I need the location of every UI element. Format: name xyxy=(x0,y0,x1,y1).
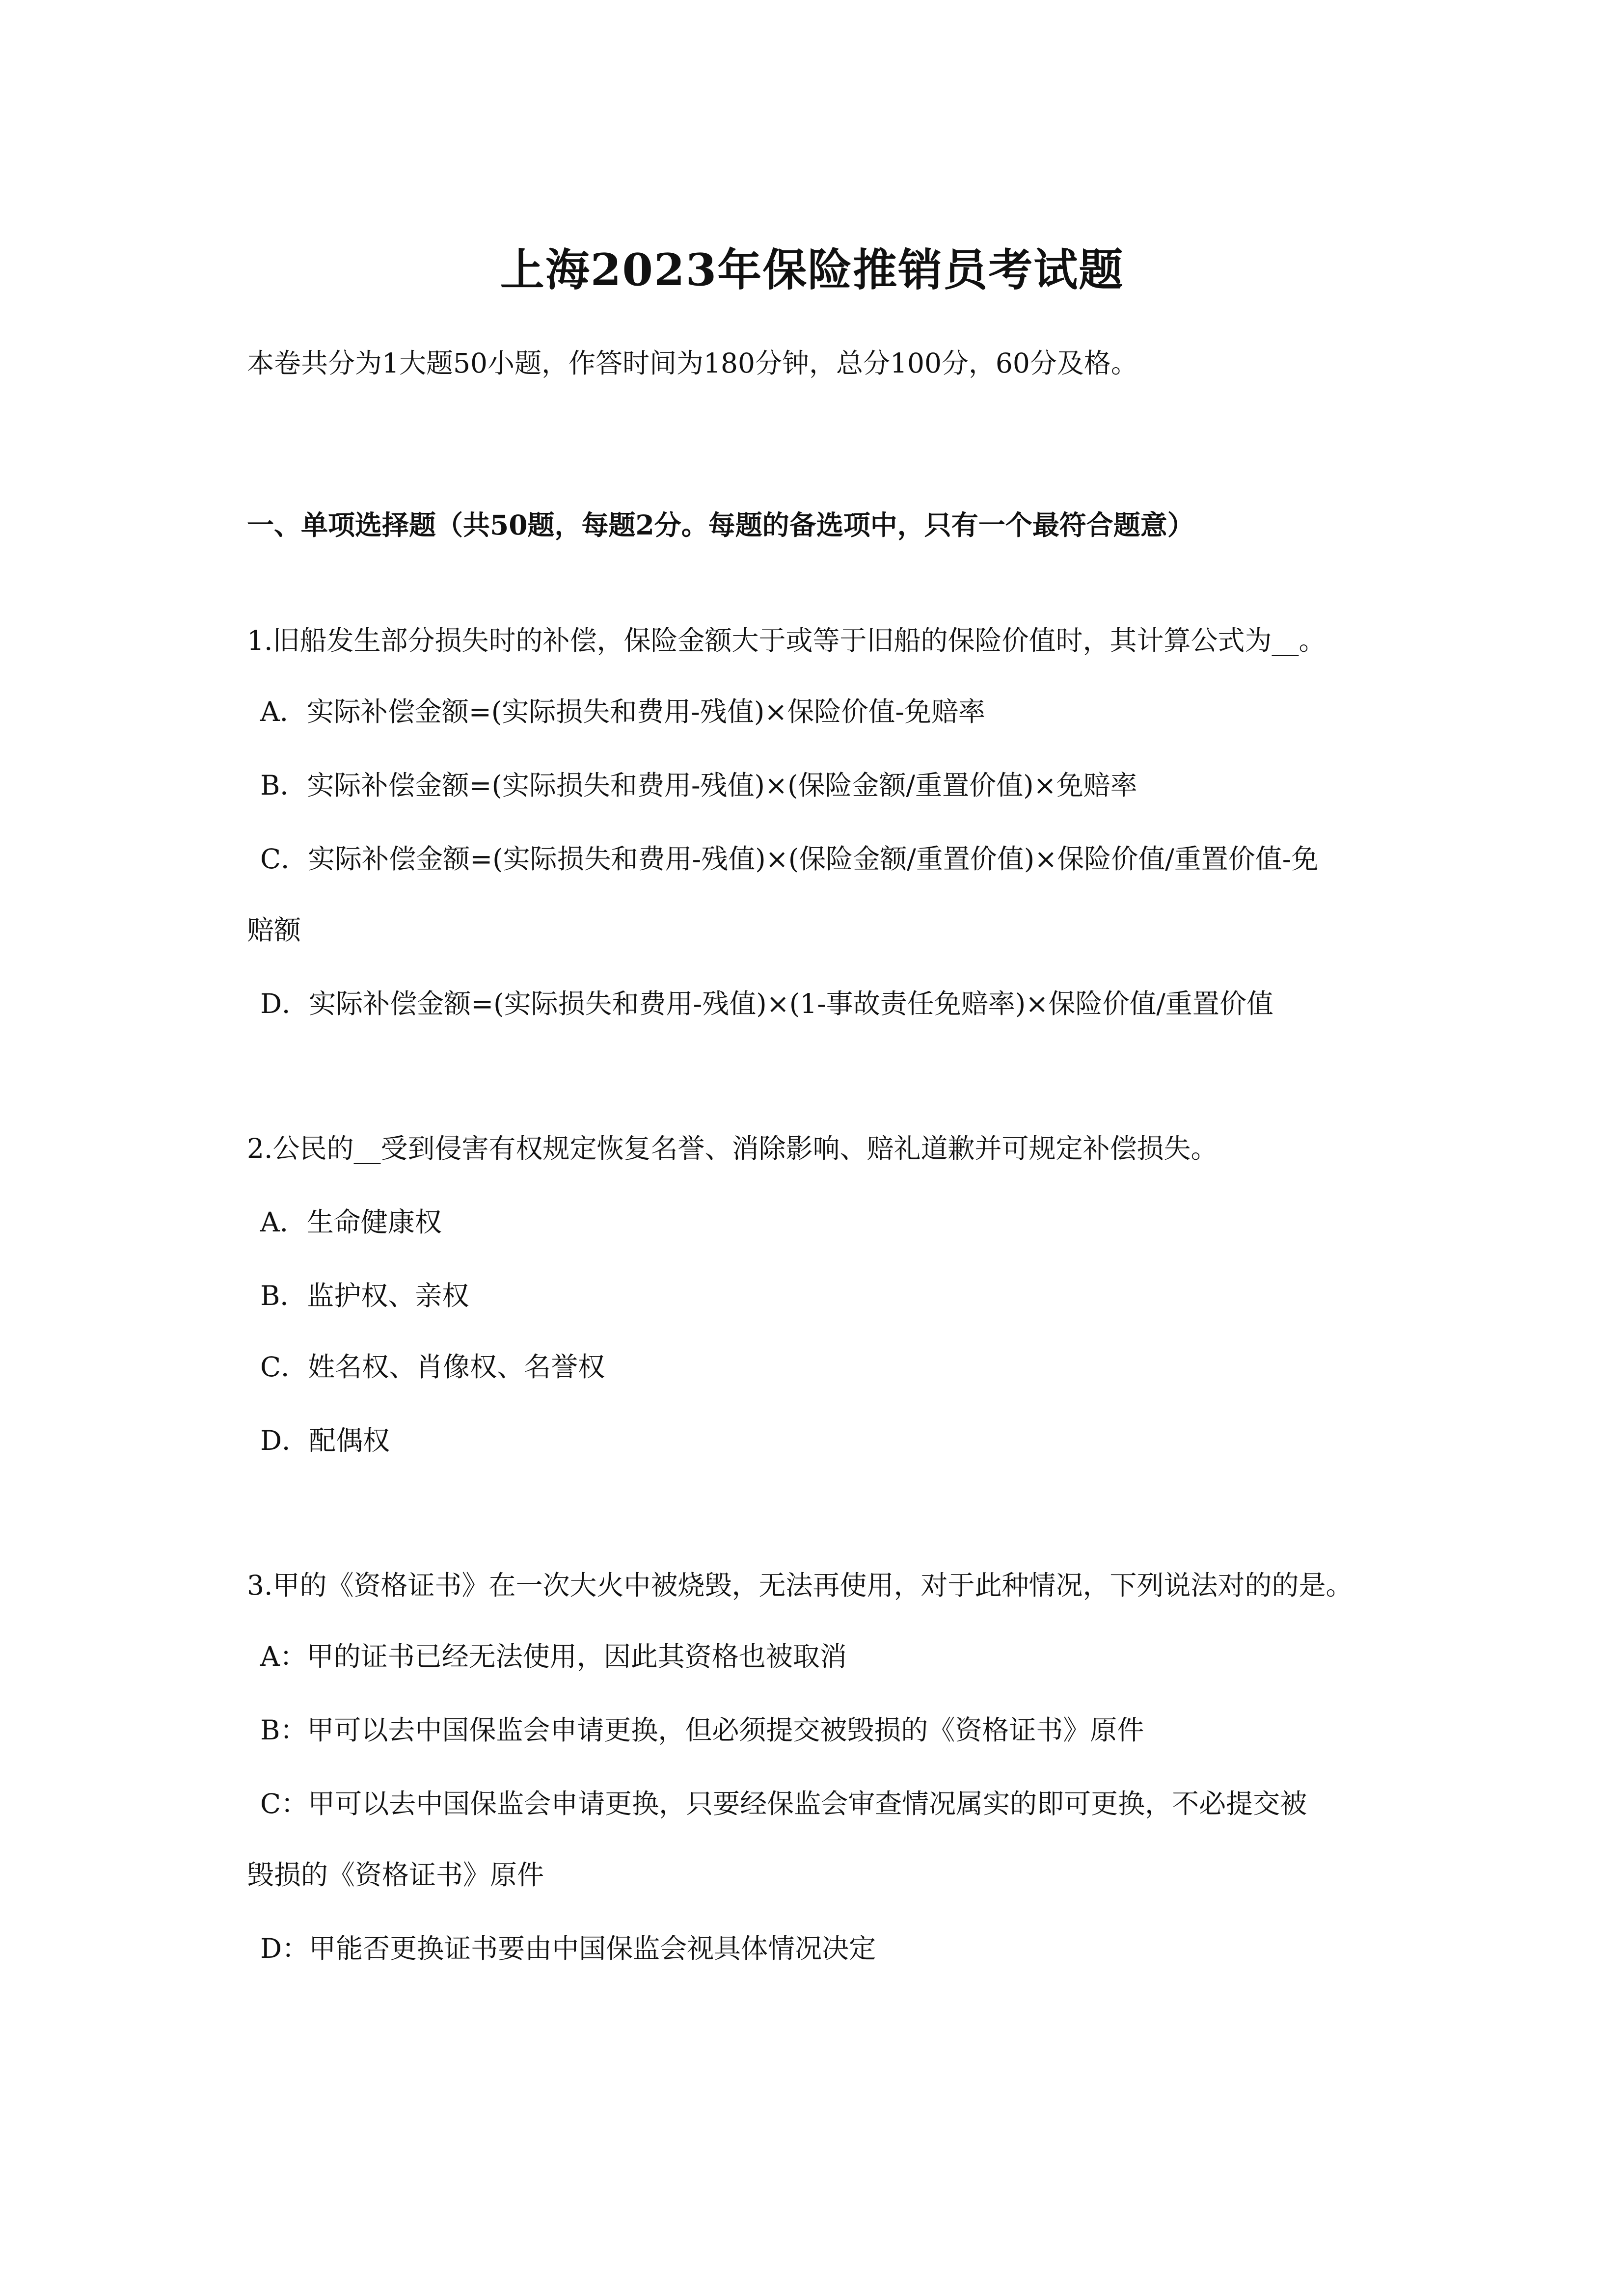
section-heading: 一、单项选择题（共50题，每题2分。每题的备选项中，只有一个最符合题意） xyxy=(247,509,1194,541)
question-3-option-c-continuation: 毁损的《资格证书》原件 xyxy=(247,1859,544,1891)
question-1-option-a: A．实际补偿金额=(实际损失和费用-残值)×保险价值-免赔率 xyxy=(260,696,985,727)
question-3-stem: 3.甲的《资格证书》在一次大火中被烧毁，无法再使用，对于此种情况，下列说法对的的是。 xyxy=(247,1570,1353,1601)
question-1-stem: 1.旧船发生部分损失时的补偿，保险金额大于或等于旧船的保险价值时，其计算公式为__。 xyxy=(247,625,1326,656)
question-1-option-d: D．实际补偿金额=(实际损失和费用-残值)×(1-事故责任免赔率)×保险价值/重置价值 xyxy=(260,988,1273,1019)
question-3-option-c: C：甲可以去中国保监会申请更换，只要经保监会审查情况属实的即可更换，不必提交被 xyxy=(260,1788,1307,1819)
exam-intro: 本卷共分为1大题50小题，作答时间为180分钟，总分100分，60分及格。 xyxy=(247,347,1138,379)
document-title: 上海2023年保险推销员考试题 xyxy=(500,244,1124,296)
question-1-option-b: B．实际补偿金额=(实际损失和费用-残值)×(保险金额/重置价值)×免赔率 xyxy=(260,770,1137,801)
question-3-option-a: A：甲的证书已经无法使用，因此其资格也被取消 xyxy=(260,1641,847,1672)
question-2-option-d: D．配偶权 xyxy=(260,1425,390,1456)
question-1-option-c: C．实际补偿金额=(实际损失和费用-残值)×(保险金额/重置价值)×保险价值/重置价值-免 xyxy=(260,843,1319,875)
question-2-option-c: C．姓名权、肖像权、名誉权 xyxy=(260,1351,605,1383)
question-3-option-d: D：甲能否更换证书要由中国保监会视具体情况决定 xyxy=(260,1933,876,1964)
question-2-option-b: B．监护权、亲权 xyxy=(260,1280,469,1311)
question-2-option-a: A．生命健康权 xyxy=(260,1206,442,1238)
question-1-option-c-continuation: 赔额 xyxy=(247,914,301,946)
question-3-option-b: B：甲可以去中国保监会申请更换，但必须提交被毁损的《资格证书》原件 xyxy=(260,1714,1144,1746)
question-2-stem: 2.公民的__受到侵害有权规定恢复名誉、消除影响、赔礼道歉并可规定补偿损失。 xyxy=(247,1133,1218,1164)
